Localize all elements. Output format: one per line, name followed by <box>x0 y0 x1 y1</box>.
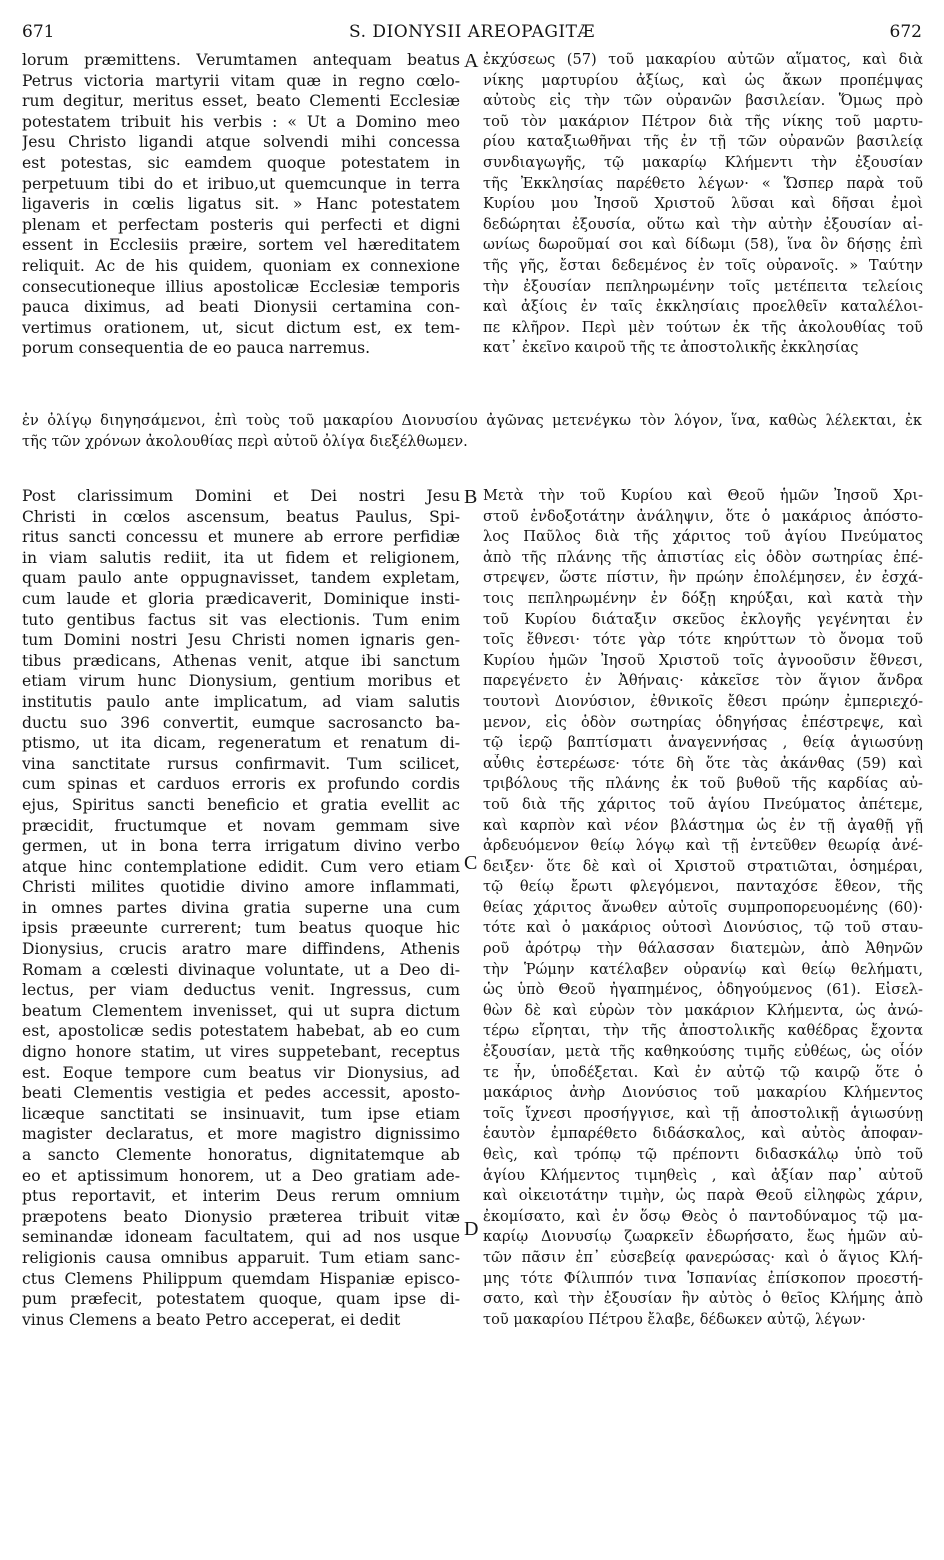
greek-text-line: τοις πεπληρωμένην ἐν δόξῃ κηρύξαι, καὶ κατὰ τὴν <box>483 589 923 607</box>
latin-text-line: institutis paulo ante implicatum, ad viam salutis <box>22 692 460 711</box>
greek-text-line: συνδιαγωγῆς, τῷ μακαρίῳ Κλήμεντι τὴν ἐξουσίαν <box>483 153 923 171</box>
greek-text-line: θεὶς, καὶ τρόπῳ τῷ πρέποντι διδασκάλῳ ὑπὸ τοῦ <box>483 1146 923 1163</box>
greek-text-line: καὶ ἀξίοις ἐν ταῖς ἐκκλησίαις προελθεῖν καταλέλοι- <box>483 298 923 316</box>
section2-greek-column <box>483 486 923 1330</box>
greek-text-line: καὶ καρπὸν καὶ νέον βλάστημα ὡς ἐν τῇ ἀγαθῇ γῇ <box>483 816 923 834</box>
greek-text-line: τοῦ τὸν μακάριον Πέτρον διὰ τῆς νίκης τοῦ μαρτυ- <box>483 112 923 130</box>
latin-text-line: ptus reportavit, et interim Deus rerum omnium <box>22 1187 460 1206</box>
latin-text-line: vinus Clemens a beato Petro acceperat, ei dedit <box>22 1310 401 1329</box>
greek-text-line: ἁγίου Κλήμεντος τιμηθεὶς , καὶ ἀξίαν παρ᾽ αὐτοῦ <box>483 1166 923 1184</box>
greek-text-line: νίκης μαρτυρίου ἀξίως, καὶ ὡς ἄκων προπέμψας <box>483 71 923 89</box>
greek-text-line: τῆς Ἐκκλησίας παρέθετο λέγων· « Ὥσπερ παρὰ τοῦ <box>483 174 923 192</box>
latin-text-line: ipsis præeunte currerent; tum beatus quoque hic <box>22 919 460 938</box>
greek-text-line: τοῦ μακαρίου Πέτρου ἔλαβε, δέδωκεν αὐτῷ, λέγων· <box>483 1310 866 1328</box>
greek-text-line: μακάριος ἀνὴρ Διονύσιος τοῦ μακαρίου Κλήμεντος <box>483 1084 923 1102</box>
latin-text-line: germen, ut in bona terra irrigatum divino verbo <box>22 837 460 856</box>
latin-text-line: Christi milites quotidie divino amore inflammati, <box>22 878 460 897</box>
latin-text-line: etiam virum hunc Dionysium, gentium moribus et <box>22 672 460 691</box>
latin-text-line: præpotens beato Dionysio præterea tribuit vitæ <box>22 1207 460 1226</box>
latin-text-line: est, apostolicæ sedis potestatem habebat, ab eo cum <box>22 1022 460 1041</box>
greek-text-line: λος Παῦλος διὰ τῆς χάριτος τοῦ ἁγίου Πνεύματος <box>483 528 923 546</box>
latin-text-line: Romam a cœlesti divinaque voluntate, ut a Deo di- <box>22 960 460 979</box>
latin-text-line: lectus, per viam deductus venit. Ingressus, cum <box>22 981 460 1000</box>
greek-text-line: Μετὰ τὴν τοῦ Κυρίου καὶ Θεοῦ ἡμῶν Ἰησοῦ Χρι- <box>483 487 923 504</box>
greek-text-line: μενον, εἰς ὁδὸν σωτηρίας ὁδηγήσας ἐπέστρεψε, καὶ <box>483 713 923 731</box>
latin-text-line: est. Eoque tempore cum beatus vir Dionysius, ad <box>22 1063 460 1082</box>
latin-text-line: beati Clementis vestigia et pedes accessit, aposto- <box>22 1084 460 1103</box>
section1-greek-column <box>483 50 923 359</box>
latin-text-line: essent in Ecclesiis præire, sortem vel hæreditatem <box>22 236 460 255</box>
section2-latin-column <box>22 486 460 1330</box>
running-header <box>22 22 922 46</box>
latin-text-line: est potestas, sic eamdem quoque potestatem in <box>22 153 460 172</box>
greek-text-line: τοῦ διὰ τῆς χάριτος τοῦ ἁγίου Πνεύματος ἀπέτεμε, <box>483 795 923 813</box>
latin-text-line: lorum præmittens. Verumtamen antequam beatus <box>22 51 460 69</box>
greek-text-line: τῆς τῶν χρόνων ἀκολουθίας περὶ αὐτοῦ ὀλίγα διεξέλθωμεν. <box>22 432 468 450</box>
latin-text-line: Christi in cœlos ascensum, beatus Paulus, Spi- <box>22 507 460 526</box>
latin-text-line: rum degitur, meritus esset, beato Clementi Ecclesiæ <box>22 92 460 111</box>
greek-text-line: ἐκχύσεως (57) τοῦ μακαρίου αὐτῶν αἵματος, καὶ διὰ <box>483 51 923 68</box>
latin-text-line: in viam salutis rediit, ita ut fidem et religionem, <box>22 548 460 567</box>
greek-text-line: τοῖς ἴχνεσι προσήγγισε, καὶ τῇ ἀποστολικῇ ἁγιωσύνῃ <box>483 1104 923 1122</box>
greek-text-line: τῶν πᾶσιν ἐπ᾽ εὐσεβείᾳ φανερώσας· καὶ ὁ ἅγιος Κλή- <box>483 1248 923 1266</box>
latin-text-line: in omnes partes divina gratia superne una cum <box>22 898 460 917</box>
latin-text-line: plenam et perfectam posteris qui perfecti et digni <box>22 215 460 234</box>
greek-text-line: καὶ οἰκειοτάτην τιμὴν, ὡς παρὰ Θεοῦ εἰληφὼς χάριν, <box>483 1187 923 1205</box>
latin-text-line: cum laude et gloria prædicaverit, Dominique insti- <box>22 589 460 608</box>
latin-text-line: ductu suo 396 convertit, eumque sacrosancto ba- <box>22 713 460 732</box>
greek-text-line: τότε καὶ ὁ μακάριος οὑτοσὶ Διονύσιος, τῷ τοῦ σταυ- <box>483 919 923 937</box>
latin-text-line: Post clarissimum Domini et Dei nostri Jesu <box>22 487 460 505</box>
greek-text-line: ἀρδευόμενον θείῳ λόγῳ καὶ τῇ ἐντεῦθεν θεωρίᾳ ἀνέ- <box>483 837 923 855</box>
greek-text-line: στρεψεν, ὥστε πίστιν, ἣν πρώην ἐπολέμησεν, ἐν ἐσχά- <box>483 569 923 587</box>
latin-text-line: eo et aptissimum honorem, ut a Deo gratiam ade- <box>22 1166 460 1185</box>
latin-text-line: religionis causa omnibus apparuit. Tum etiam sanc- <box>22 1248 460 1267</box>
section1-latin-column <box>22 50 460 359</box>
greek-text-line: τοῦ Κυρίου διάταξιν σκεῦος ἐκλογῆς γεγένηται ἐν <box>483 610 923 628</box>
greek-text-line: πε κλῆρον. Περὶ μὲν τούτων ἐκ τῆς ἀκολουθίας τοῦ <box>483 318 923 336</box>
latin-text-line: seminandæ idoneam facultatem, qui ad nos usque <box>22 1228 460 1247</box>
greek-text-line: ρίου καταξιωθῆναι τῆς ἐν τῇ τῶν οὐρανῶν βασιλείᾳ <box>483 133 923 151</box>
greek-text-line: θὼν δὲ καὶ εὑρὼν τὸν μακάριον Κλήμεντα, ὡς ἀνώ- <box>483 1001 923 1019</box>
latin-text-line: porum consequentia de eo pauca narremus. <box>22 339 371 358</box>
greek-text-line: τὴν Ῥώμην κατέλαβεν οὐρανίῳ καὶ θείῳ θελήματι, <box>483 960 923 978</box>
latin-text-line: magister declaratus, et more magistro dignissimo <box>22 1125 460 1144</box>
latin-text-line: atque hinc contemplatione edidit. Cum vero etiam <box>22 857 460 876</box>
latin-text-line: ritus sancti concessu et munere ab errore perfidiæ <box>22 528 460 547</box>
latin-text-line: beatum Clementem invenisset, qui ut supra dictum <box>22 1001 460 1020</box>
greek-text-line: παρεγένετο ἐν Ἀθήναις· κἀκεῖσε τὸν ἅγιον ἄνδρα <box>483 672 923 690</box>
latin-text-line: vina sanctitate rursus confirmavit. Tum scilicet, <box>22 754 460 773</box>
latin-text-line: Petrus victoria martyrii vitam quæ in regno cœlo- <box>22 71 460 90</box>
latin-text-line: tum Domini nostri Jesu Christi nomen ignaris gen- <box>22 631 460 650</box>
latin-text-line: potestatem tribuit his verbis : « Ut a Domino meo <box>22 112 460 131</box>
section1-greek-continuation <box>22 411 922 452</box>
greek-text-line: τῷ ἱερῷ βαπτίσματι ἀναγεννήσας , θείᾳ ἁγιωσύνῃ <box>483 734 923 752</box>
greek-text-line: θείας χάριτος ἄνωθεν αὐτοῖς συμπροπορευομένης (60)· <box>483 898 923 916</box>
greek-text-line: κατ᾽ ἐκεῖνο καιροῦ τῆς τε ἀποστολικῆς ἐκκλησίας <box>483 339 859 357</box>
page-number-left: 671 <box>22 22 55 42</box>
latin-text-line: ejus, Spiritus sancti beneficio et gratia evellit ac <box>22 795 460 814</box>
latin-text-line: præcidit, fructumque et novam gemmam sive <box>22 816 460 835</box>
latin-text-line: cum spinas et carduos erroris ex profundo cordis <box>22 775 460 794</box>
greek-text-line: τοῖς ἔθνεσι· τότε γὰρ τότε κηρύττων τὸ ὄνομα τοῦ <box>483 631 923 649</box>
latin-text-line: licæque sanctitati se insinuavit, tum ipse etiam <box>22 1104 460 1123</box>
latin-text-line: pum præfecit, potestatem quoque, quam ipse di- <box>22 1290 460 1309</box>
greek-text-line: καρίῳ Διονυσίῳ ζωαρκεῖν ἐδωρήσατο, ἕως ἡμῶν αὐ- <box>483 1228 923 1246</box>
greek-text-line: τουτονὶ Διονύσιον, ἐθνικοῖς ἔθεσι πρώην ἐμπεριεχό- <box>483 692 923 710</box>
latin-text-line: Dionysius, crucis aratro mare diffindens, Athenis <box>22 940 460 959</box>
greek-text-line: δεδώρηται ἐξουσία, οὕτω καὶ τὴν αὐτὴν ἐξουσίαν αἰ- <box>483 215 923 233</box>
greek-text-line: ὡς ὑπὸ Θεοῦ ἠγαπημένος, ὁδηγούμενος (61). Εἰσελ- <box>483 981 923 999</box>
greek-text-line: τῆς γῆς, ἔσται δεδεμένος ἐν τοῖς οὐρανοῖς. » Ταύτην <box>483 256 923 274</box>
latin-text-line: tibus prædicans, Athenas venit, atque ibi sanctum <box>22 651 460 670</box>
greek-text-line: ἐκομίσατο, καὶ ἐν ὅσῳ Θεὸς ὁ παντοδύναμος τῷ μα- <box>483 1207 923 1225</box>
greek-text-line: σατο, καὶ τὴν ἐξουσίαν ἣν αὐτὸς ὁ θεῖος Κλήμης ἀπὸ <box>483 1290 923 1308</box>
page-number-right: 672 <box>889 22 922 42</box>
greek-text-line: στοῦ ἐνδοξοτάτην ἀνάληψιν, ὅτε ὁ μακάριος ἀπόστο- <box>483 507 923 525</box>
latin-text-line: tuto gentibus factus sit vas electionis. Tum enim <box>22 610 460 629</box>
greek-text-line: Κυρίου μου Ἰησοῦ Χριστοῦ λῦσαι καὶ δῆσαι ἐμοὶ <box>483 195 923 213</box>
running-title: S. DIONYSII AREOPAGITÆ <box>349 22 595 42</box>
latin-text-line: reliquit. Ac de his quidem, quoniam ex connexione <box>22 256 460 275</box>
greek-text-line: ροῦ ἀρότρῳ τὴν θάλασσαν διατεμὼν, ἀπὸ Ἀθηνῶν <box>483 940 923 958</box>
greek-text-line: τῷ θείῳ ἔρωτι φλεγόμενοι, πανταχόσε ἔθεον, τῆς <box>483 878 923 896</box>
latin-text-line: a sancto Clemente honoratus, dignitatemque ab <box>22 1146 460 1164</box>
greek-text-line: ωνίως δωροῦμαί σοι καὶ δίδωμι (58), ἵνα ὃν δήσῃς ἐπὶ <box>483 236 923 254</box>
greek-text-line: τριβόλους τῆς πλάνης ἐκ τοῦ βυθοῦ τῆς καρδίας αὐ- <box>483 775 923 793</box>
latin-text-line: consecutioneque illius apostolicæ Ecclesiæ temporis <box>22 277 460 296</box>
latin-text-line: ctus Clemens Philippum quemdam Hispaniæ episco- <box>22 1269 460 1288</box>
margin-marker-d: D <box>464 1218 479 1240</box>
greek-text-line: μης τότε Φίλιππόν τινα Ἱσπανίας ἐπίσκοπον προεστή- <box>483 1269 923 1287</box>
greek-text-line: αὐτοὺς εἰς τὴν τῶν οὐρανῶν βασιλείαν. Ὅμως πρὸ <box>483 92 923 110</box>
latin-text-line: quam paulo ante oppugnavisset, tandem expletam, <box>22 569 460 588</box>
greek-text-line: ἀπὸ τῆς πλάνης τῆς ἀπιστίας εἰς ὁδὸν σωτηρίας ἐπέ- <box>483 548 923 566</box>
latin-text-line: pauca diximus, ad beati Dionysii certamina con- <box>22 298 460 317</box>
margin-marker-a: A <box>464 50 479 72</box>
latin-text-line: Jesu Christo ligandi atque solvendi mihi concessa <box>22 133 460 152</box>
greek-text-line: ἐξουσίαν, μετὰ τῆς καθηκούσης τιμῆς εὐθέως, ὡς οἷόν <box>483 1043 923 1061</box>
latin-text-line: ligaveris in cœlis ligatus sit. » Hanc potestatem <box>22 195 460 214</box>
latin-text-line: vertimus orationem, ut, sicut dictum est, ex tem- <box>22 318 460 337</box>
greek-text-line: τέρω εἴρηται, τὴν τῆς ἀποστολικῆς καθέδρας ἔχοντα <box>483 1022 923 1040</box>
greek-text-line: αὖθις ἐστερέωσε· τότε δὴ ὅτε τὰς ἀκάνθας (59) καὶ <box>483 754 923 772</box>
greek-text-line: τε ἦν, ὑποδέξεται. Καὶ ἐν αὐτῷ τῷ καιρῷ ὅτε ὁ <box>483 1063 923 1081</box>
margin-marker-b: B <box>464 486 478 508</box>
latin-text-line: digno honore statim, ut vires suppetebant, receptus <box>22 1043 460 1062</box>
margin-marker-c: C <box>464 852 478 874</box>
greek-text-line: ἐν ὀλίγῳ διηγησάμενοι, ἐπὶ τοὺς τοῦ μακαρίου Διονυσίου ἀγῶνας μετενέγκω τὸν λόγον, ἵνα, καθὼς λέλεκται, ἐκ <box>22 412 922 429</box>
latin-text-line: perpetuum tibi do et iribuo,ut quemcunque in terra <box>22 174 460 193</box>
greek-text-line: Κυρίου ἡμῶν Ἰησοῦ Χριστοῦ τοῖς ἀγνοοῦσιν ἔθνεσι, <box>483 651 923 669</box>
greek-text-line: δειξεν· ὅτε δὲ καὶ οἱ Χριστοῦ στρατιῶται, ὁσημέραι, <box>483 857 923 875</box>
greek-text-line: τὴν ἐξουσίαν πεπληρωμένην τοῖς μετέπειτα τελείοις <box>483 277 923 295</box>
greek-text-line: ἑαυτὸν ἐμπαρέθετο διδάσκαλος, καὶ αὐτὸς ἀποφαν- <box>483 1125 923 1143</box>
latin-text-line: ptismo, ut ita dicam, regeneratum et renatum di- <box>22 734 460 753</box>
